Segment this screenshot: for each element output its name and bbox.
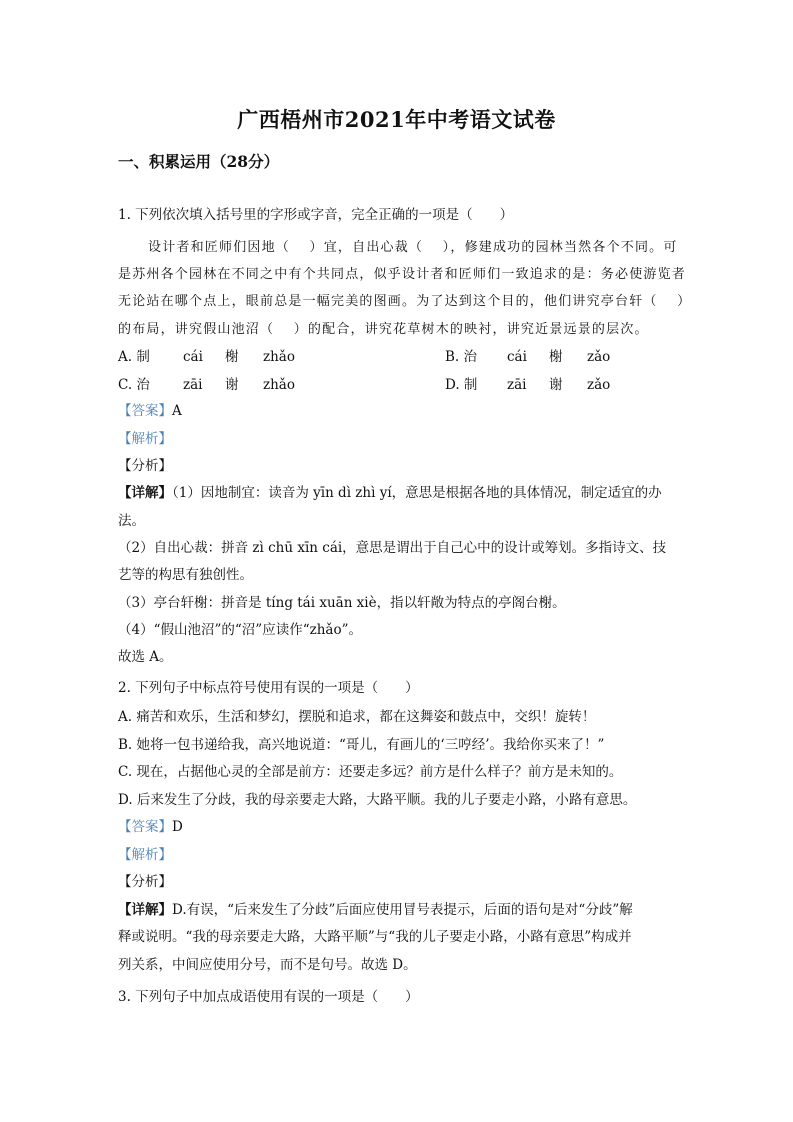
- q2-option-d: D. 后来发生了分歧，我的母亲要走大路，大路平顺。我的儿子要走小路，小路有意思。: [118, 792, 637, 808]
- q1-option-b: B. 治 cái 榭 zǎo: [445, 349, 611, 365]
- q1-passage-line: 是苏州各个园林在不同之中有个共同点，似乎设计者和匠师们一致追求的是：务必使游览者: [118, 267, 687, 282]
- q3-stem: 3. 下列句子中加点成语使用有误的一项是（ ）: [118, 989, 419, 1005]
- q1-detail-line: 艺等的构思有独创性。: [118, 567, 253, 583]
- q2-detail-line: 列关系，中间应使用分号，而不是句号。故选 D。: [118, 957, 417, 973]
- q2-option-c: C. 现在，占据他心灵的全部是前方：还要走多远？前方是什么样子？前方是未知的。: [118, 764, 623, 780]
- q2-fenxi-label: 【分析】: [118, 874, 172, 890]
- answer-value: A: [172, 403, 182, 419]
- q1-passage-line: 的布局，讲究假山池沼（ ）的配合，讲究花草树木的映衬，讲究近景远景的层次。: [118, 322, 649, 337]
- q1-jiexi-label: 【解析】: [118, 431, 172, 447]
- q1-detail-line: （4）“假山池沼”的“沼”应读作“zhǎo”。: [118, 622, 362, 638]
- q2-jiexi-label: 【解析】: [118, 847, 172, 863]
- q1-answer: [118, 401, 182, 421]
- answer-value: D: [172, 819, 183, 835]
- q2-option-a: A. 痛苦和欢乐，生活和梦幻，摆脱和追求，都在这舞姿和鼓点中，交织！旋转！: [118, 709, 596, 725]
- q1-detail-line: （2）自出心裁：拼音 zì chū xīn cái，意思是谓出于自己心中的设计或筹划。多指诗文、技: [118, 540, 667, 556]
- page-title: 广西梧州市2021年中考语文试卷: [237, 107, 556, 132]
- section-heading: 一、积累运用（28分）: [118, 152, 280, 171]
- q2-detail-line: 释或说明。“我的母亲要走大路，大路平顺”与“我的儿子要走小路，小路有意思”构成并: [118, 929, 632, 945]
- answer-label: 【答案】: [118, 403, 172, 419]
- q2-detail: 【详解】D.有误，“后来发生了分歧”后面应使用冒号表提示，后面的语句是对“分歧”解: [118, 902, 633, 918]
- answer-label: 【答案】: [118, 819, 172, 835]
- q1-option-c: C. 治 zāi 谢 zhǎo: [118, 377, 295, 393]
- q2-stem: 2. 下列句子中标点符号使用有误的一项是（ ）: [118, 680, 419, 696]
- q2-option-b: B. 她将一包书递给我，高兴地说道：“哥儿，有画儿的‘三哼经’。我给你买来了！”: [118, 737, 605, 753]
- q1-detail-line: 故选 A。: [118, 649, 173, 665]
- q1-passage-line: 无论站在哪个点上，眼前总是一幅完美的图画。为了达到这个目的，他们讲究亭台轩（ ）: [118, 294, 692, 309]
- q1-detail: 【详解】（1）因地制宜：读音为 yīn dì zhì yí，意思是根据各地的具体情况，制定适宜的办: [118, 485, 662, 501]
- q2-answer: [118, 817, 183, 837]
- q1-detail-line: （3）亭台轩榭：拼音是 tíng tái xuān xiè，指以轩敞为特点的亭阁台榭。: [118, 595, 566, 611]
- q1-detail-line: 法。: [118, 513, 145, 529]
- q1-fenxi-label: 【分析】: [118, 458, 172, 474]
- q1-stem: 1. 下列依次填入括号里的字形或字音，完全正确的一项是（ ）: [118, 207, 514, 223]
- q1-passage-line: 设计者和匠师们因地（ ）宜，自出心裁（ ），修建成功的园林当然各个不同。可: [148, 240, 678, 255]
- q1-option-d: D. 制 zāi 谢 zǎo: [445, 377, 611, 393]
- q1-option-a: A. 制 cái 榭 zhǎo: [118, 349, 295, 365]
